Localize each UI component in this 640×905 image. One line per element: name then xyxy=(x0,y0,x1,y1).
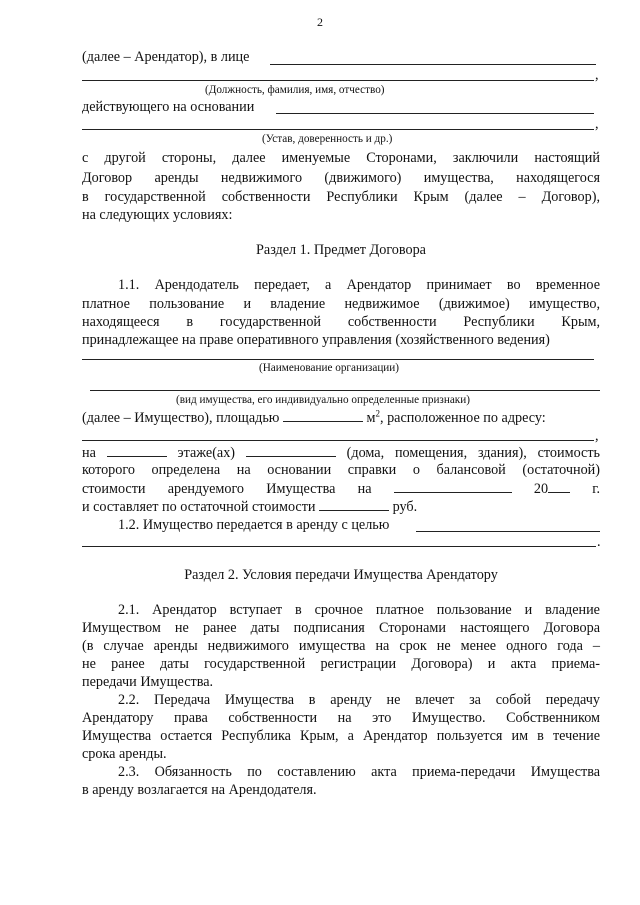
clause-2-2-line: Имущества остается Республика Крым, а Арендатор пользуется им в течение xyxy=(82,728,600,744)
clause-2-2-line: Арендатору права собственности на это Имущество. Собственником xyxy=(82,710,600,726)
acting-basis-label: действующего на основании xyxy=(82,99,255,115)
clause-2-1-line: передачи Имущества. xyxy=(82,674,214,690)
fill-line-basis[interactable] xyxy=(276,113,594,114)
intro-line: на следующих условиях: xyxy=(82,207,233,223)
value-line-2 xyxy=(82,479,600,498)
hint-basis: (Устав, доверенность и др.) xyxy=(262,133,393,145)
clause-2-1-line: 2.1. Арендатор вступает в срочное платное пользование и владение xyxy=(118,602,600,618)
clause-2-1-line: (в случае аренды недвижимого имущества на срок не менее одного года – xyxy=(82,638,600,654)
section-1-title: Раздел 1. Предмет Договора xyxy=(256,242,426,258)
trailing-comma-3: , xyxy=(595,428,599,444)
floor-desc: (дома, помещения, здания), стоимость xyxy=(346,445,600,461)
fill-line-person[interactable] xyxy=(270,64,596,65)
residual-label: и составляет по остаточной стоимости xyxy=(82,499,316,515)
area-label: (далее – Имущество), площадью xyxy=(82,410,280,426)
fill-line-purpose[interactable] xyxy=(416,531,600,532)
fill-line-organization[interactable] xyxy=(82,359,594,360)
clause-1-1-line: платное пользование и владение недвижимое (движимое) имущество, xyxy=(82,296,600,312)
residual-currency: руб. xyxy=(392,499,418,515)
year-prefix: 20 xyxy=(533,481,549,497)
value-line: которого определена на основании справки о балансовой (остаточной) xyxy=(82,462,600,478)
residual-line xyxy=(82,497,417,516)
lessee-in-person-label: (далее – Арендатор), в лице xyxy=(82,49,250,65)
floor-line xyxy=(82,443,600,462)
clause-2-2-line: 2.2. Передача Имущества в аренду не влечет за собой передачу xyxy=(118,692,600,708)
hint-position-name: (Должность, фамилия, имя, отчество) xyxy=(205,84,385,96)
clause-2-3-line: 2.3. Обязанность по составлению акта приема-передачи Имущества xyxy=(118,764,600,780)
fill-line-purpose-2[interactable] xyxy=(82,546,596,547)
clause-2-2-line: срока аренды. xyxy=(82,746,167,762)
intro-line: с другой стороны, далее именуемые Сторонами, заключили настоящий xyxy=(82,150,600,166)
date-input[interactable] xyxy=(394,479,512,493)
clause-1-1-line: находящееся в государственной собственности Республики Крым, xyxy=(82,314,600,330)
intro-line: Договор аренды недвижимого (движимого) имущества, находящегося xyxy=(82,170,600,186)
intro-line: в государственной собственности Республики Крым (далее – Договор), xyxy=(82,189,600,205)
clause-2-1-line: не ранее даты государственной регистрации Договора) и акта приема- xyxy=(82,656,600,672)
trailing-comma-2: , xyxy=(595,116,599,132)
fill-line-person-2[interactable] xyxy=(82,80,594,81)
trailing-comma: , xyxy=(595,67,599,83)
address-label: , расположенное по адресу: xyxy=(379,410,546,426)
fill-line-property-kind[interactable] xyxy=(90,390,600,391)
area-line xyxy=(82,408,600,427)
year-input[interactable] xyxy=(548,479,570,493)
clause-1-1-line: 1.1. Арендодатель передает, а Арендатор принимает во временное xyxy=(118,277,600,293)
clause-1-1-line: принадлежащее на праве оперативного управления (хозяйственного ведения) xyxy=(82,332,550,348)
area-input[interactable] xyxy=(283,408,363,422)
clause-2-1-line: Имуществом не ранее даты подписания Сторонами настоящего Договора xyxy=(82,620,600,636)
area-unit-sup: 2 xyxy=(375,408,380,419)
value-line-2-text: стоимости арендуемого Имущества на xyxy=(82,481,372,497)
clause-1-2: 1.2. Имущество передается в аренду с целью xyxy=(118,517,390,533)
section-2-title: Раздел 2. Условия передачи Имущества Арендатору xyxy=(184,567,498,583)
clause-2-3-line: в аренду возлагается на Арендодателя. xyxy=(82,782,317,798)
hint-property-kind: (вид имущества, его индивидуально определенные признаки) xyxy=(176,394,470,406)
page-number: 2 xyxy=(317,15,323,29)
area-unit: м xyxy=(366,410,376,426)
floor-on-label: на xyxy=(82,445,96,461)
fill-line-address[interactable] xyxy=(82,440,594,441)
residual-input[interactable] xyxy=(319,497,389,511)
floor-input[interactable] xyxy=(107,443,167,457)
hint-organization: (Наименование организации) xyxy=(259,362,400,374)
end-period: . xyxy=(597,534,601,550)
fill-line-basis-2[interactable] xyxy=(82,129,594,130)
floor-label: этаже(ах) xyxy=(177,445,236,461)
year-suffix: г. xyxy=(592,481,601,497)
building-input[interactable] xyxy=(246,443,336,457)
